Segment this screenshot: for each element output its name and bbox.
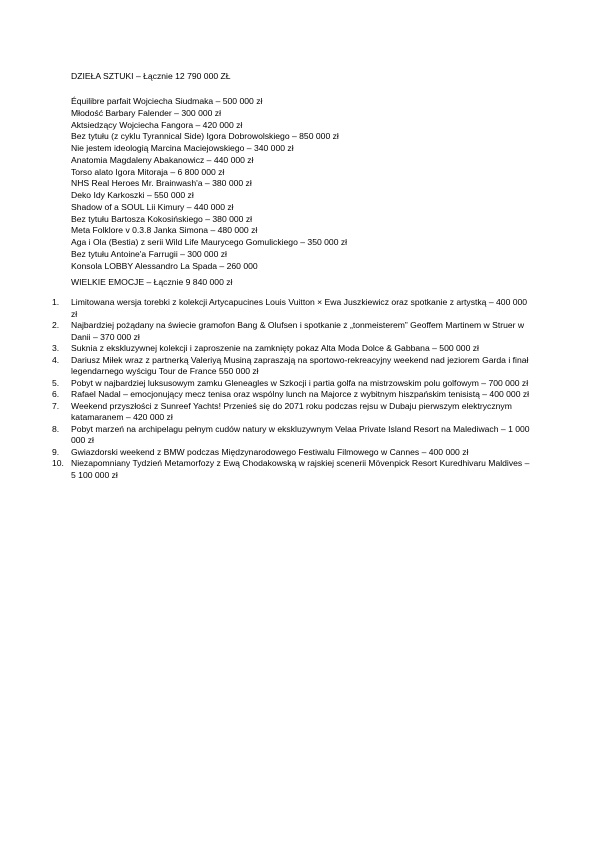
art-list-item: Deko Idy Karkoszki – 550 000 zł [71, 190, 194, 200]
art-list-item: Aktsiedzący Wojciecha Fangora – 420 000 zł [71, 119, 243, 130]
art-list-item: Nie jestem ideologią Marcina Maciejowskiego – 340 000 zł [71, 143, 294, 153]
art-list-item: Torso alato Igora Mitoraja – 6 800 000 zł [71, 166, 225, 177]
emotions-list-item [52, 424, 530, 447]
emotions-list-item [52, 343, 530, 355]
art-list-item: Bez tytułu (z cyklu Tyrannical Side) Igora Dobrowolskiego – 850 000 zł [71, 131, 339, 142]
art-section-title: DZIEŁA SZTUKI – Łącznie 12 790 000 ZŁ [71, 71, 231, 81]
emotions-list-item [52, 458, 530, 481]
list-item-number: 6. [52, 389, 60, 399]
list-item-text: Pobyt marzeń na archipelagu pełnym cudów natury w ekskluzywnym Velaa Private Island Resort na Malediwach – 1 000 000 zł [71, 423, 530, 445]
emotions-list-item [52, 297, 530, 320]
list-item-text: Niezapomniany Tydzień Metamorfozy z Ewą Chodakowską w rajskiej scenerii Mövenpick Resort Kuredhivaru Maldives – 5 100 000 zł [71, 458, 530, 480]
emotions-list-item [52, 320, 530, 343]
art-list-item: Konsola LOBBY Alessandro La Spada – 260 000 [71, 260, 258, 271]
art-list [71, 96, 347, 272]
art-list-item: Anatomia Magdaleny Abakanowicz – 440 000 zł [71, 154, 254, 165]
list-item-text: Dariusz Miłek wraz z partnerką Valeriyą Musiną zapraszają na sportowo-rekreacyjny weekend nad jeziorem Garda i finał legendarnego wyścigu Tour de France 550 000 zł [71, 354, 529, 376]
art-list-item: Équilibre parfait Wojciecha Siudmaka – 500 000 zł [71, 96, 263, 106]
list-item-number: 7. [52, 400, 60, 411]
list-item-number: 9. [52, 446, 60, 457]
list-item-text: Rafael Nadal – emocjonujący mecz tenisa oraz wspólny lunch na Majorce z wybitnym hiszpańskim tenisistą – 400 000 zł [71, 389, 530, 399]
emotions-list-item [52, 355, 530, 378]
list-item-text: Pobyt w najbardziej luksusowym zamku Gleneagles w Szkocji i partia golfa na mistrzowskim polu golfowym – 700 000 zł [71, 377, 529, 388]
emotions-section-title: WIELKIE EMOCJE – Łącznie 9 840 000 zł [71, 277, 233, 287]
list-item-number: 8. [52, 423, 60, 434]
art-list-item: NHS Real Heroes Mr. Brainwash'a – 380 000 zł [71, 178, 252, 189]
list-item-number: 5. [52, 377, 60, 388]
emotions-list-item [52, 447, 530, 459]
emotions-list-item [52, 401, 530, 424]
list-item-text: Gwiazdorski weekend z BMW podczas Międzynarodowego Festiwalu Filmowego w Cannes – 400 000 zł [71, 446, 469, 457]
art-list-item: Bez tytułu Antoine'a Farrugii – 300 000 zł [71, 248, 227, 259]
emotions-list-item [52, 389, 530, 401]
list-item-number: 2. [52, 320, 60, 330]
list-item-text: Weekend przyszłości z Sunreef Yachts! Przenieś się do 2071 roku podczas rejsu w Dubaju pierwszym elektrycznym katamaranem – 420 000 zł [71, 400, 512, 422]
art-list-item: Shadow of a SOUL Lii Kimury – 440 000 zł [71, 201, 234, 212]
art-list-item: Bez tytułu Bartosza Kokosińskiego – 380 000 zł [71, 213, 253, 224]
list-item-text: Suknia z ekskluzywnej kolekcji i zaproszenie na zamknięty pokaz Alta Moda Dolce & Gabbana – 500 000 zł [71, 343, 479, 353]
list-item-number: 3. [52, 343, 60, 353]
list-item-text: Najbardziej pożądany na świecie gramofon Bang & Olufsen i spotkanie z „tonmeisterem” Geoffem Martinem w Struer w Danii – 370 000 zł [71, 320, 525, 342]
emotions-list [52, 297, 530, 481]
list-item-number: 10. [52, 458, 64, 468]
list-item-number: 1. [52, 297, 60, 307]
art-list-item: Młodość Barbary Falender – 300 000 zł [71, 107, 221, 118]
art-list-item: Aga i Ola (Bestia) z serii Wild Life Maurycego Gomulickiego – 350 000 zł [71, 237, 348, 247]
list-item-number: 4. [52, 354, 60, 365]
art-list-item: Meta Folklore v 0.3.8 Janka Simona – 480 000 zł [71, 225, 258, 236]
emotions-list-item [52, 378, 530, 390]
list-item-text: Limitowana wersja torebki z kolekcji Artycapucines Louis Vuitton × Ewa Juszkiewicz oraz spotkanie z artystką – 400 000 zł [71, 297, 528, 319]
